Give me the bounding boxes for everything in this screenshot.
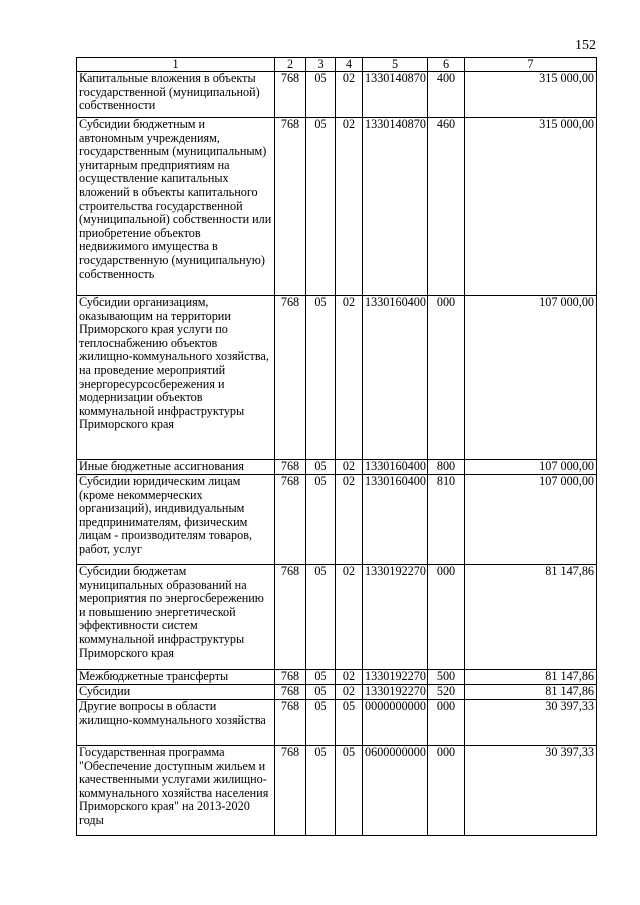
subsection-code-cell: 02 xyxy=(336,670,363,685)
amount-cell: 30 397,33 xyxy=(465,746,597,836)
column-header: 3 xyxy=(306,58,336,72)
target-article-cell: 1330160400 xyxy=(363,460,428,475)
subsection-code-cell: 02 xyxy=(336,685,363,700)
expense-type-cell: 810 xyxy=(428,475,465,565)
ministry-code-cell: 768 xyxy=(275,670,306,685)
column-header: 4 xyxy=(336,58,363,72)
row-name-cell: Субсидии xyxy=(77,685,275,700)
expense-type-cell: 000 xyxy=(428,565,465,670)
row-name-cell: Субсидии бюджетам муниципальных образований на мероприятия по энергосбережению и повышению энергетической эффективности систем коммунальной инфраструктуры Приморского края xyxy=(77,565,275,670)
target-article-cell: 0600000000 xyxy=(363,746,428,836)
row-name-cell: Субсидии юридическим лицам (кроме некоммерческих организаций), индивидуальным предпринимателям, физическим лицам - производителям товаров, работ, услуг xyxy=(77,475,275,565)
row-name-cell: Другие вопросы в области жилищно-коммунального хозяйства xyxy=(77,700,275,746)
subsection-code-cell: 05 xyxy=(336,700,363,746)
section-code-cell: 05 xyxy=(306,460,336,475)
ministry-code-cell: 768 xyxy=(275,685,306,700)
amount-cell: 81 147,86 xyxy=(465,685,597,700)
ministry-code-cell: 768 xyxy=(275,475,306,565)
ministry-code-cell: 768 xyxy=(275,72,306,118)
expense-type-cell: 800 xyxy=(428,460,465,475)
amount-cell: 107 000,00 xyxy=(465,475,597,565)
ministry-code-cell: 768 xyxy=(275,746,306,836)
table-row xyxy=(77,685,597,700)
table-header-row xyxy=(77,58,597,72)
expense-type-cell: 500 xyxy=(428,670,465,685)
table-row xyxy=(77,746,597,836)
section-code-cell: 05 xyxy=(306,296,336,460)
subsection-code-cell: 02 xyxy=(336,296,363,460)
table-row xyxy=(77,700,597,746)
table-row xyxy=(77,670,597,685)
subsection-code-cell: 02 xyxy=(336,460,363,475)
expense-type-cell: 520 xyxy=(428,685,465,700)
section-code-cell: 05 xyxy=(306,700,336,746)
table-row xyxy=(77,475,597,565)
section-code-cell: 05 xyxy=(306,475,336,565)
expense-type-cell: 400 xyxy=(428,72,465,118)
row-name-cell: Государственная программа "Обеспечение доступным жильем и качественными услугами жилищно-коммунального хозяйства населения Приморского края" на 2013-2020 годы xyxy=(77,746,275,836)
page-number: 152 xyxy=(575,38,596,53)
section-code-cell: 05 xyxy=(306,118,336,296)
table-row xyxy=(77,565,597,670)
section-code-cell: 05 xyxy=(306,72,336,118)
expense-type-cell: 000 xyxy=(428,700,465,746)
amount-cell: 30 397,33 xyxy=(465,700,597,746)
row-name-cell: Субсидии бюджетным и автономным учреждениям, государственным (муниципальным) унитарным предприятиям на осуществление капитальных вложений в объекты капитального строительства государственной (муниципальной) собственности или приобретение объектов недвижимого имущества в государственную (муниципальную) собственность xyxy=(77,118,275,296)
expense-type-cell: 460 xyxy=(428,118,465,296)
subsection-code-cell: 02 xyxy=(336,565,363,670)
section-code-cell: 05 xyxy=(306,565,336,670)
amount-cell: 315 000,00 xyxy=(465,118,597,296)
subsection-code-cell: 02 xyxy=(336,118,363,296)
target-article-cell: 1330192270 xyxy=(363,670,428,685)
column-header: 1 xyxy=(77,58,275,72)
target-article-cell: 1330140870 xyxy=(363,118,428,296)
row-name-cell: Иные бюджетные ассигнования xyxy=(77,460,275,475)
amount-cell: 315 000,00 xyxy=(465,72,597,118)
table-row xyxy=(77,460,597,475)
target-article-cell: 1330192270 xyxy=(363,685,428,700)
budget-table xyxy=(76,57,597,836)
ministry-code-cell: 768 xyxy=(275,460,306,475)
amount-cell: 81 147,86 xyxy=(465,670,597,685)
column-header: 2 xyxy=(275,58,306,72)
ministry-code-cell: 768 xyxy=(275,700,306,746)
section-code-cell: 05 xyxy=(306,685,336,700)
section-code-cell: 05 xyxy=(306,746,336,836)
ministry-code-cell: 768 xyxy=(275,118,306,296)
amount-cell: 81 147,86 xyxy=(465,565,597,670)
table-row xyxy=(77,72,597,118)
row-name-cell: Межбюджетные трансферты xyxy=(77,670,275,685)
row-name-cell: Капитальные вложения в объекты государственной (муниципальной) собственности xyxy=(77,72,275,118)
subsection-code-cell: 02 xyxy=(336,72,363,118)
expense-type-cell: 000 xyxy=(428,746,465,836)
table-row xyxy=(77,296,597,460)
section-code-cell: 05 xyxy=(306,670,336,685)
target-article-cell: 1330160400 xyxy=(363,296,428,460)
row-name-cell: Субсидии организациям, оказывающим на территории Приморского края услуги по теплоснабжению объектов жилищно-коммунального хозяйства, на проведение мероприятий энергоресурсосбережения и модернизации объектов коммунальной инфраструктуры Приморского края xyxy=(77,296,275,460)
table-row xyxy=(77,118,597,296)
target-article-cell: 1330140870 xyxy=(363,72,428,118)
target-article-cell: 1330192270 xyxy=(363,565,428,670)
ministry-code-cell: 768 xyxy=(275,296,306,460)
target-article-cell: 1330160400 xyxy=(363,475,428,565)
column-header: 6 xyxy=(428,58,465,72)
subsection-code-cell: 02 xyxy=(336,475,363,565)
subsection-code-cell: 05 xyxy=(336,746,363,836)
amount-cell: 107 000,00 xyxy=(465,296,597,460)
column-header: 7 xyxy=(465,58,597,72)
target-article-cell: 0000000000 xyxy=(363,700,428,746)
column-header: 5 xyxy=(363,58,428,72)
amount-cell: 107 000,00 xyxy=(465,460,597,475)
ministry-code-cell: 768 xyxy=(275,565,306,670)
expense-type-cell: 000 xyxy=(428,296,465,460)
